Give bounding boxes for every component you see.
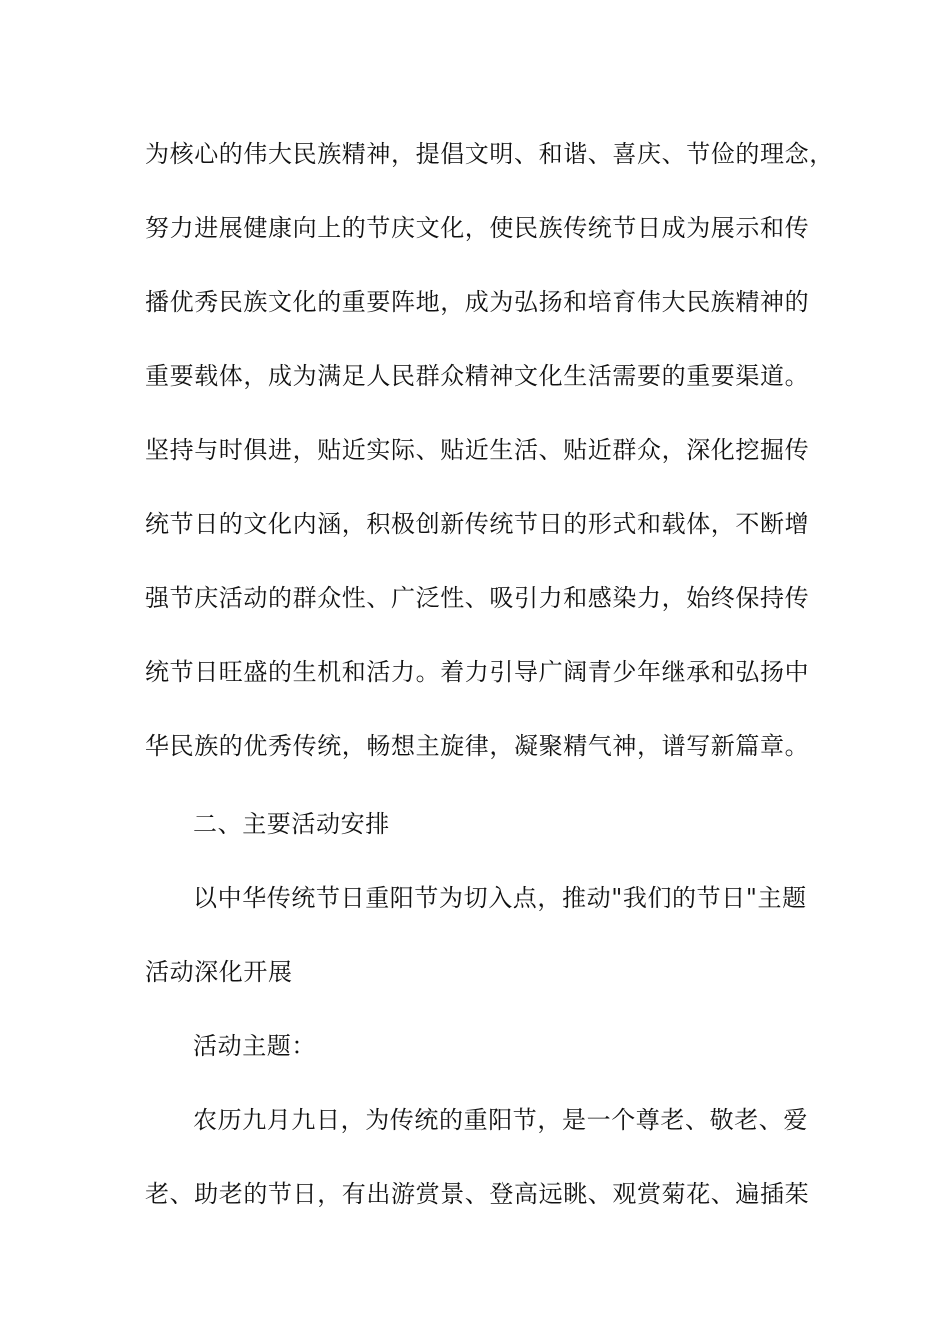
paragraph-line: 强节庆活动的群众性、广泛性、吸引力和感染力，始终保持传: [145, 584, 810, 612]
paragraph-line: 农历九月九日，为传统的重阳节，是一个尊老、敬老、爱: [193, 1106, 808, 1134]
paragraph-line: 坚持与时俱进，贴近实际、贴近生活、贴近群众，深化挖掘传: [145, 436, 810, 464]
subheading: 活动主题：: [193, 1032, 316, 1060]
paragraph-line: 统节日旺盛的生机和活力。着力引导广阔青少年继承和弘扬中: [145, 658, 810, 686]
section-heading: 二、主要活动安排: [193, 810, 390, 838]
paragraph-line: 活动深化开展: [145, 958, 293, 986]
paragraph-line: 以中华传统节日重阳节为切入点，推动"我们的节日"主题: [193, 884, 807, 912]
paragraph-line: 努力进展健康向上的节庆文化，使民族传统节日成为展示和传: [145, 214, 810, 242]
paragraph-line: 华民族的优秀传统，畅想主旋律，凝聚精气神，谱写新篇章。: [145, 732, 810, 760]
paragraph-line: 老、助老的节日，有出游赏景、登高远眺、观赏菊花、遍插茱: [145, 1180, 810, 1208]
paragraph-line: 重要载体，成为满足人民群众精神文化生活需要的重要渠道。: [145, 362, 810, 390]
paragraph-line: 播优秀民族文化的重要阵地，成为弘扬和培育伟大民族精神的: [145, 288, 810, 316]
paragraph-line: 为核心的伟大民族精神，提倡文明、和谐、喜庆、节俭的理念，: [145, 140, 834, 168]
paragraph-line: 统节日的文化内涵，积极创新传统节日的形式和载体，不断增: [145, 510, 810, 538]
